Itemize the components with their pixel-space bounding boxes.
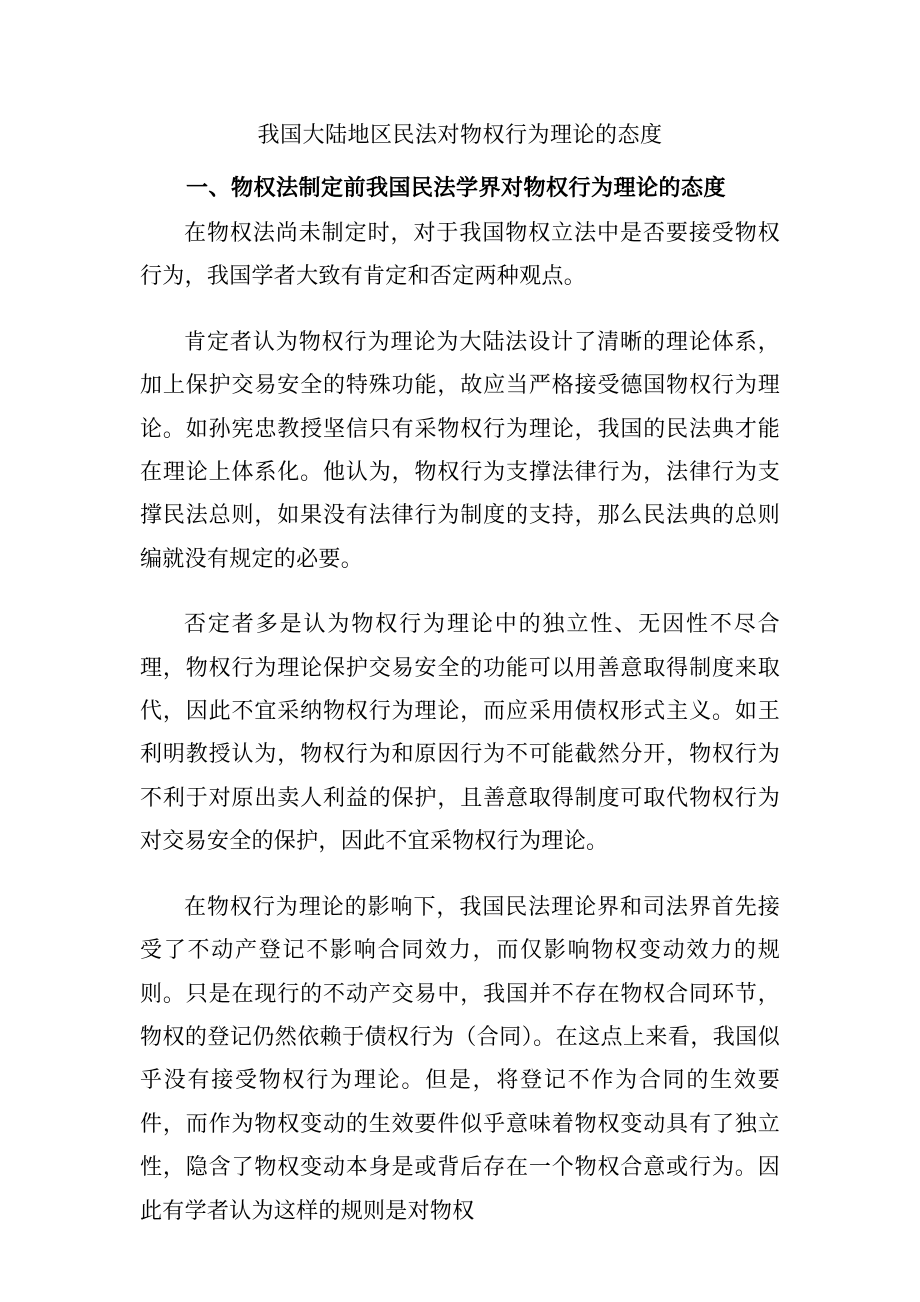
paragraph-2: 肯定者认为物权行为理论为大陆法设计了清晰的理论体系，加上保护交易安全的特殊功能，故应当严格接受德国物权行为理论。如孙宪忠教授坚信只有采物权行为理论，我国的民法典才能在理论上体系化。他认为，物权行为支撑法律行为，法律行为支撑民法总则，如果没有法律行为制度的支持，那么民法典的总则编就没有规定的必要。 bbox=[140, 329, 780, 572]
paragraph-3: 否定者多是认为物权行为理论中的独立性、无因性不尽合理，物权行为理论保护交易安全的功能可以用善意取得制度来取代，因此不宜采纳物权行为理论，而应采用债权形式主义。如王利明教授认为，物权行为和原因行为不可能截然分开，物权行为不利于对原出卖人利益的保护，且善意取得制度可取代物权行为对交易安全的保护，因此不宜采物权行为理论。 bbox=[140, 612, 780, 855]
paragraph-4: 在物权行为理论的影响下，我国民法理论界和司法界首先接受了不动产登记不影响合同效力，而仅影响物权变动效力的规则。只是在现行的不动产交易中，我国并不存在物权合同环节，物权的登记仍然依赖于债权行为（合同）。在这点上来看，我国似乎没有接受物权行为理论。但是，将登记不作为合同的生效要件，而作为物权变动的生效要件似乎意味着物权变动具有了独立性，隐含了物权变动本身是或背后存在一个物权合意或行为。因此有学者认为这样的规则是对物权 bbox=[140, 894, 780, 1224]
paragraph-1: 在物权法尚未制定时，对于我国物权立法中是否要接受物权行为，我国学者大致有肯定和否定两种观点。 bbox=[140, 221, 780, 290]
section-heading: 一、物权法制定前我国民法学界对物权行为理论的态度 bbox=[186, 175, 727, 201]
body-text bbox=[140, 212, 780, 1233]
document-title: 我国大陆地区民法对物权行为理论的态度 bbox=[257, 123, 663, 148]
